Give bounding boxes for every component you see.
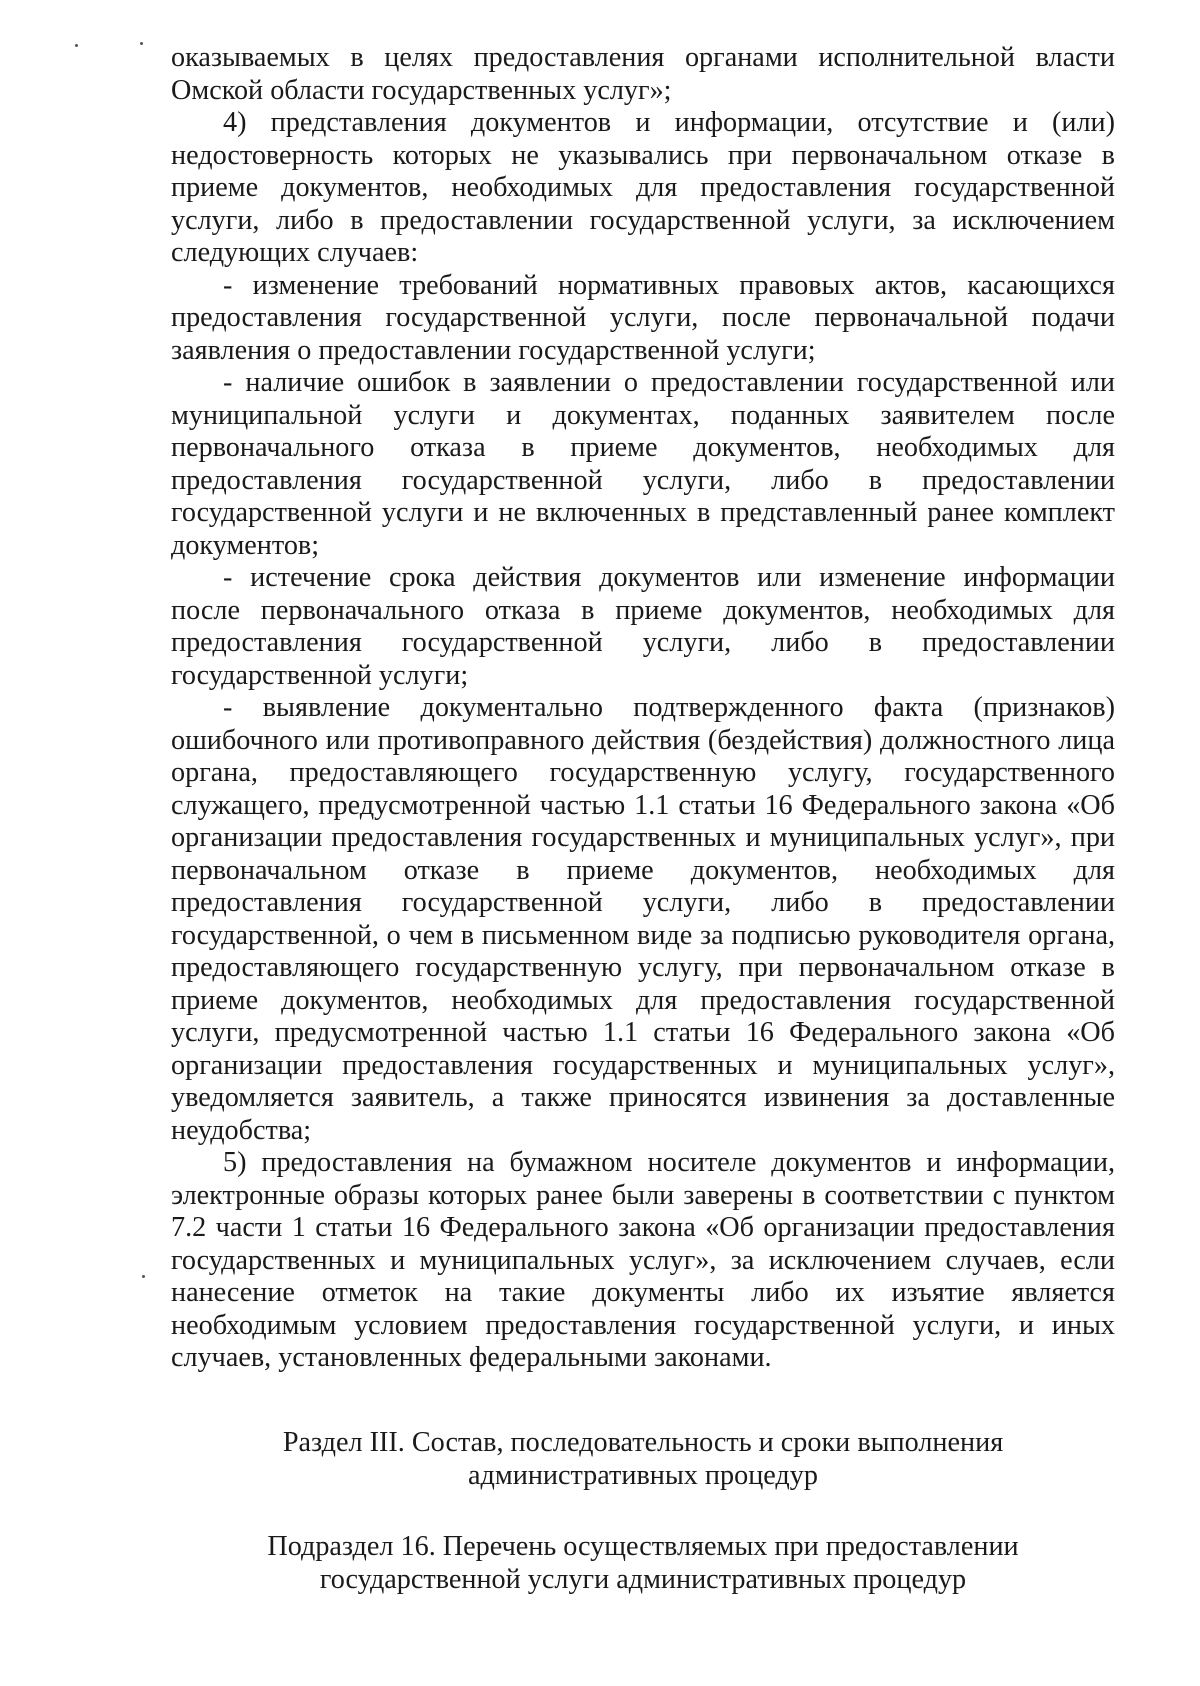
scan-dot	[75, 44, 78, 47]
section-heading-line-1: Раздел III. Состав, последовательность и сроки выполнения	[282, 1427, 1004, 1458]
section-heading	[171, 1427, 1115, 1492]
subsection-heading	[171, 1531, 1115, 1596]
scan-dot	[142, 1275, 145, 1278]
paragraph-item-5: 5) предоставления на бумажном носителе документов и информации, электронные образы которых ранее были заверены в соответствии с пунктом 7.2 части 1 статьи 16 Федерального закона «Об организации предоставления государственных и муниципальных услуг», за исключением случаев, если нанесение отметок на такие документы либо их изъятие является необходимым условием предоставления государственной услуги, и иных случаев, установленных федеральными законами.	[171, 1147, 1115, 1373]
paragraph-continuation: оказываемых в целях предоставления органами исполнительной власти Омской области государственных услуг»;	[171, 42, 1115, 106]
subsection-heading-line-2: государственной услуги административных процедур	[319, 1563, 967, 1595]
paragraph-item-4: 4) представления документов и информации, отсутствие и (или) недостоверность которых не указывались при первоначальном отказе в приеме документов, необходимых для предоставления государственной услуги, либо в предоставлении государственной услуги, за исключением следующих случаев:	[171, 107, 1115, 268]
section-heading-line-2: административных процедур	[468, 1459, 818, 1491]
paragraph-bullet-requirements-change: - изменение требований нормативных правовых актов, касающихся предоставления государственной услуги, после первоначальной подачи заявления о предоставлении государственной услуги;	[171, 269, 1115, 366]
body-text	[171, 42, 1115, 1375]
paragraph-bullet-expiration: - истечение срока действия документов или изменение информации после первоначального отказа в приеме документов, необходимых для предоставления государственной услуги, либо в предоставлении государственной услуги;	[171, 562, 1115, 691]
paragraph-bullet-errors: - наличие ошибок в заявлении о предоставлении государственной или муниципальной услуги и документах, поданных заявителем после первоначального отказа в приеме документов, необходимых для предоставления государственной услуги, либо в предоставлении государственной услуги и не включенных в представленный ранее комплект документов;	[171, 367, 1115, 561]
subsection-heading-line-1: Подраздел 16. Перечень осуществляемых при предоставлении	[267, 1531, 1019, 1562]
scan-dot	[140, 42, 143, 45]
paragraph-bullet-misconduct: - выявление документально подтвержденного факта (признаков) ошибочного или противоправного действия (бездействия) должностного лица органа, предоставляющего государственную услугу, государственного служащего, предусмотренной частью 1.1 статьи 16 Федерального закона «Об организации предоставления государственных и муниципальных услуг», при первоначальном отказе в приеме документов, необходимых для предоставления государственной услуги, либо в предоставлении государственной, о чем в письменном виде за подписью руководителя органа, предоставляющего государственную услугу, при первоначальном отказе в приеме документов, необходимых для предоставления государственной услуги, предусмотренной частью 1.1 статьи 16 Федерального закона «Об организации предоставления государственных и муниципальных услуг», уведомляется заявитель, а также приносятся извинения за доставленные неудобства;	[171, 692, 1115, 1146]
